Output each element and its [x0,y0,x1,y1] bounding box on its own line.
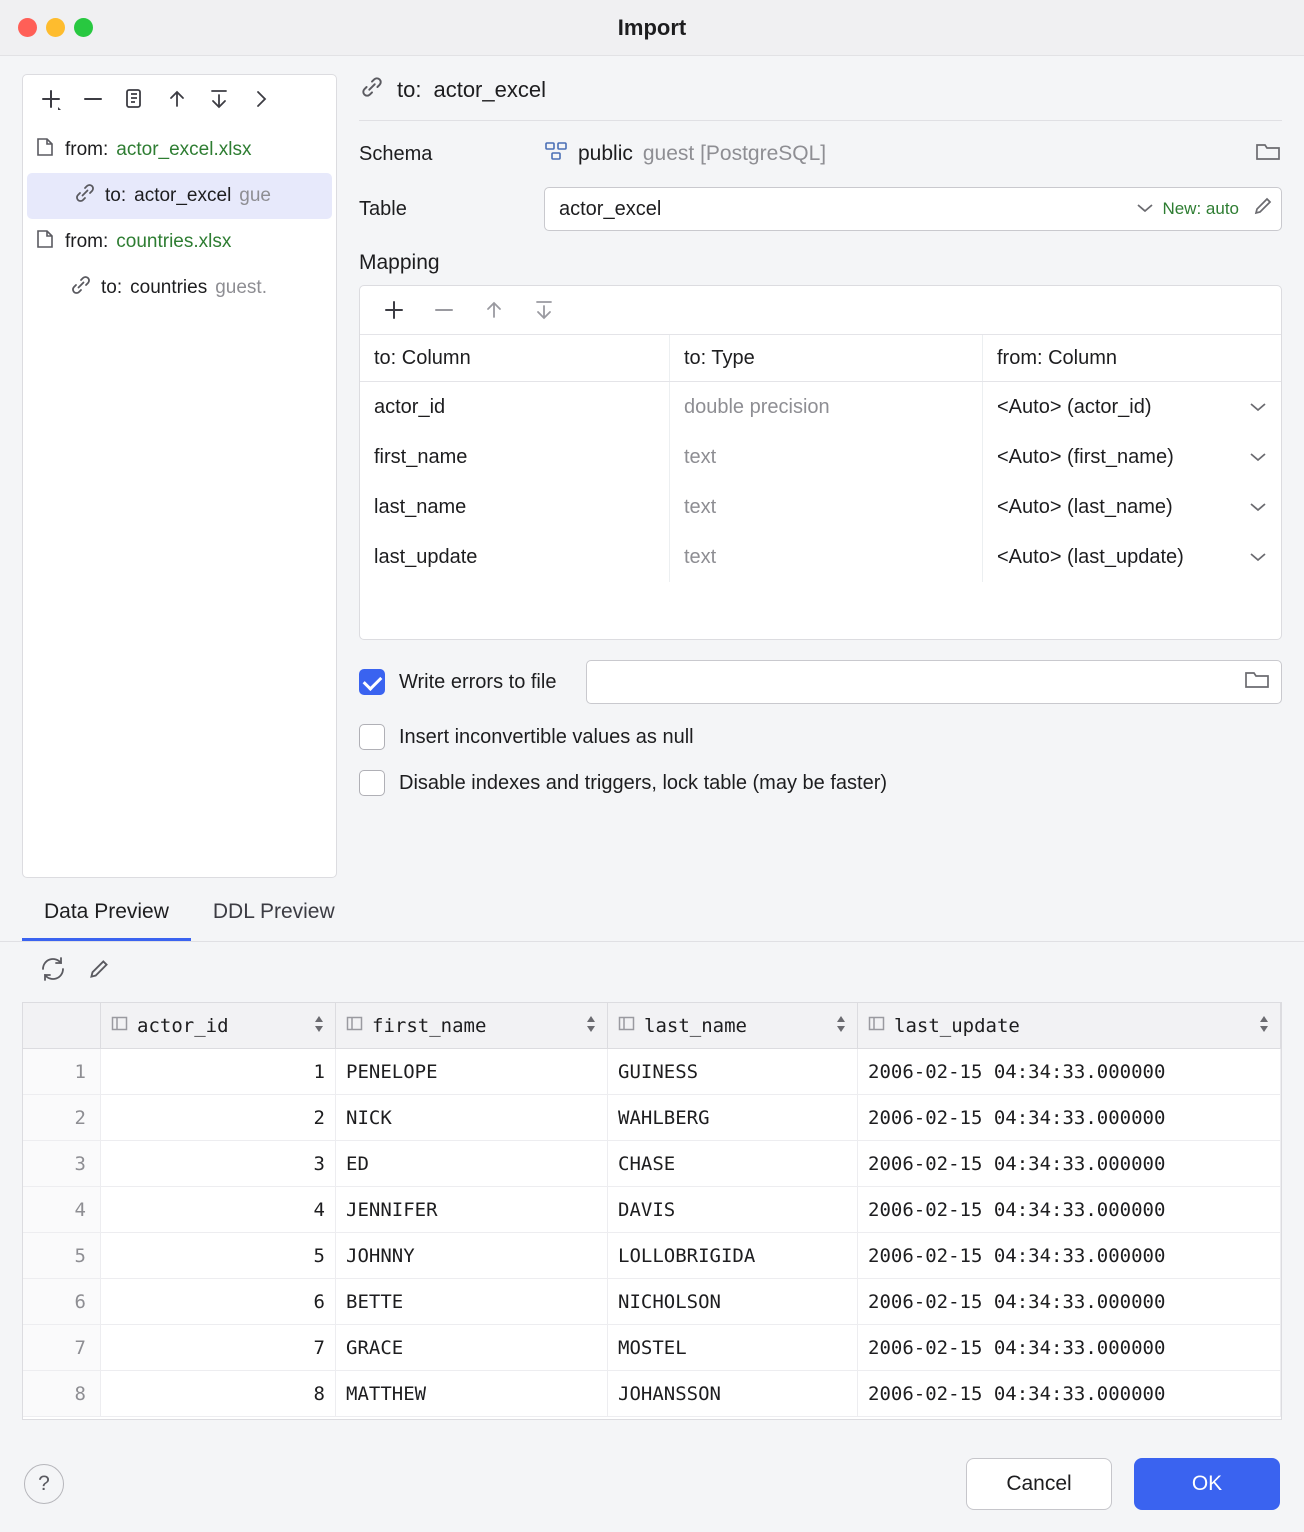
column-header-last-name[interactable] [608,1003,858,1048]
table-row[interactable] [23,1141,1281,1187]
write-errors-row [359,660,1282,704]
cell-last-update[interactable]: 2006-02-15 04:34:33.000000 [858,1095,1281,1140]
tree-item-name: actor_excel.xlsx [116,139,252,160]
chevron-down-icon[interactable] [1136,201,1154,217]
table-row[interactable] [23,1049,1281,1095]
mapping-header-row [360,334,1281,382]
tree-item-suffix: gue [239,185,271,206]
mapping-to-column: actor_id [360,382,670,432]
chevron-down-icon[interactable] [1249,396,1281,419]
table-row[interactable] [23,1371,1281,1417]
browse-schema-icon[interactable] [1254,139,1282,169]
column-type-icon [868,1015,885,1037]
tree-item-prefix: from: [65,231,109,252]
move-up-icon[interactable] [157,81,197,117]
column-header-last-update[interactable] [858,1003,1281,1048]
column-header-first-name[interactable] [336,1003,608,1048]
mapping-to-column: last_name [360,482,670,532]
write-errors-checkbox[interactable] [359,669,385,695]
browse-error-file-icon[interactable] [1243,667,1271,697]
close-window-button[interactable] [18,18,37,37]
mapping-from-column[interactable] [983,432,1281,482]
sort-icon[interactable] [835,1015,847,1037]
cell-first-name[interactable]: PENELOPE [336,1049,608,1094]
cell-last-update[interactable]: 2006-02-15 04:34:33.000000 [858,1279,1281,1324]
schema-connection: guest [PostgreSQL] [642,142,827,165]
row-number: 8 [23,1371,101,1416]
mapping-to-type[interactable]: text [670,432,983,482]
mapping-to-type[interactable]: text [670,482,983,532]
mapping-to-type[interactable]: text [670,532,983,582]
cell-last-update[interactable]: 2006-02-15 04:34:33.000000 [858,1049,1281,1094]
row-number: 7 [23,1325,101,1370]
cell-last-name[interactable]: GUINESS [608,1049,858,1094]
grid-header-row [23,1003,1281,1049]
edit-icon[interactable] [1247,194,1275,224]
sort-icon[interactable] [1258,1015,1270,1037]
mapping-to-column: last_update [360,532,670,582]
table-row[interactable] [23,1279,1281,1325]
cell-last-update[interactable]: 2006-02-15 04:34:33.000000 [858,1325,1281,1370]
tree-item-to-countries[interactable] [23,265,336,311]
cell-actor-id[interactable]: 1 [101,1049,336,1094]
mapping-row[interactable] [360,482,1281,532]
target-header-value: actor_excel [433,77,546,102]
window-title: Import [617,14,687,40]
schema-icon [544,140,568,168]
link-icon [359,74,385,106]
row-number-header [23,1003,101,1048]
schema-name: public [578,142,633,165]
cell-first-name[interactable]: NICK [336,1095,608,1140]
cell-actor-id[interactable]: 8 [101,1371,336,1416]
disable-indexes-row [359,770,1282,796]
tree-item-prefix: to: [101,277,123,298]
tree-item-from-countries[interactable] [23,219,336,265]
insert-null-label: Insert inconvertible values as null [399,725,694,748]
mapping-header-from-column: from: Column [997,346,1118,369]
table-label: Table [359,197,407,220]
target-header-label: to: [397,77,422,102]
insert-null-row [359,724,1282,750]
cell-first-name[interactable]: BETTE [336,1279,608,1324]
table-row[interactable] [23,1095,1281,1141]
main-content [0,56,1304,878]
target-settings-panel [337,74,1282,878]
row-number: 5 [23,1233,101,1278]
cell-last-name[interactable]: DAVIS [608,1187,858,1232]
schema-value-group[interactable] [544,140,1254,168]
mapping-header-to-column: to: Column [360,335,670,381]
cancel-button[interactable]: Cancel [966,1458,1112,1510]
mapping-row[interactable] [360,432,1281,482]
dialog-footer [0,1436,1304,1532]
maximize-window-button[interactable] [74,18,93,37]
table-row[interactable] [23,1233,1281,1279]
tree-item-from-actor-excel[interactable] [23,127,336,173]
cell-actor-id[interactable]: 3 [101,1141,336,1186]
cell-last-update[interactable]: 2006-02-15 04:34:33.000000 [858,1233,1281,1278]
tree-item-to-actor-excel[interactable] [27,173,332,219]
cell-last-name[interactable]: MOSTEL [608,1325,858,1370]
mapping-to-type[interactable]: double precision [670,382,983,432]
tree-toolbar [23,75,336,123]
cell-last-name[interactable]: WAHLBERG [608,1095,858,1140]
column-header-actor-id[interactable] [101,1003,336,1048]
table-row[interactable] [23,1187,1281,1233]
tab-ddl-preview[interactable]: DDL Preview [212,900,335,923]
error-file-input[interactable] [586,660,1282,704]
move-up-mapping-icon[interactable] [474,292,514,328]
ok-button[interactable]: OK [1134,1458,1280,1510]
edit-icon[interactable] [86,956,112,988]
chevron-down-icon[interactable] [1249,446,1281,469]
table-row [359,187,1282,231]
mapping-from-column-value: <Auto> (first_name) [997,445,1174,468]
table-row[interactable] [23,1325,1281,1371]
cell-first-name[interactable]: ED [336,1141,608,1186]
tree-item-prefix: from: [65,139,109,160]
mapping-from-column[interactable] [983,482,1281,532]
help-button[interactable]: ? [24,1464,64,1504]
footer-buttons [966,1458,1280,1510]
mapping-row[interactable] [360,382,1281,432]
cell-last-name[interactable]: CHASE [608,1141,858,1186]
chevron-down-icon[interactable] [1249,546,1281,569]
tab-data-preview[interactable]: Data Preview [22,888,191,941]
column-header-label: last_name [644,1014,747,1037]
link-icon [69,273,93,303]
file-source-icon [33,227,57,257]
cell-actor-id[interactable]: 2 [101,1095,336,1140]
mapping-row[interactable] [360,532,1281,582]
minimize-window-button[interactable] [46,18,65,37]
row-number: 6 [23,1279,101,1324]
mapping-label: Mapping [359,251,440,274]
file-source-icon [33,135,57,165]
chevron-down-icon[interactable] [1249,496,1281,519]
cell-first-name[interactable]: JENNIFER [336,1187,608,1232]
column-header-label: first_name [372,1014,487,1037]
schema-label: Schema [359,142,433,165]
cell-first-name[interactable]: JOHNNY [336,1233,608,1278]
window-controls[interactable] [18,18,93,37]
preview-toolbar [0,942,1304,1002]
tree-item-name: countries [130,277,208,298]
table-name-value: actor_excel [559,197,662,220]
column-type-icon [618,1015,635,1037]
mapping-table [359,285,1282,640]
tree-item-prefix: to: [105,185,127,206]
mapping-to-column: first_name [360,432,670,482]
remove-mapping-icon[interactable] [424,292,464,328]
cell-first-name[interactable]: MATTHEW [336,1371,608,1416]
source-tree-panel [22,74,337,878]
sort-icon[interactable] [313,1015,325,1037]
refresh-icon[interactable] [38,956,68,988]
copy-icon[interactable] [115,81,155,117]
mapping-from-column-value: <Auto> (actor_id) [997,395,1152,418]
disable-indexes-label: Disable indexes and triggers, lock table (may be faster) [399,771,888,794]
add-mapping-icon[interactable] [374,292,414,328]
column-type-icon [111,1015,128,1037]
row-number: 2 [23,1095,101,1140]
mapping-from-column[interactable] [983,382,1281,432]
table-name-input[interactable] [544,187,1282,231]
move-down-icon[interactable] [199,81,239,117]
cell-actor-id[interactable]: 5 [101,1233,336,1278]
mapping-from-column-value: <Auto> (last_name) [997,495,1173,518]
data-preview-grid[interactable] [22,1002,1282,1420]
expand-icon[interactable] [241,81,281,117]
cell-actor-id[interactable]: 6 [101,1279,336,1324]
row-number: 4 [23,1187,101,1232]
cell-actor-id[interactable]: 4 [101,1187,336,1232]
sort-icon[interactable] [585,1015,597,1037]
mapping-header-to-type: to: Type [670,335,983,381]
row-number: 1 [23,1049,101,1094]
schema-row [359,139,1282,169]
disable-indexes-checkbox[interactable] [359,770,385,796]
cell-last-name[interactable]: NICHOLSON [608,1279,858,1324]
cell-last-update[interactable]: 2006-02-15 04:34:33.000000 [858,1371,1281,1416]
column-header-label: actor_id [137,1014,229,1037]
insert-null-checkbox[interactable] [359,724,385,750]
tree-item-suffix: guest. [215,277,267,298]
table-new-badge: New: auto [1162,199,1239,218]
mapping-toolbar [360,286,1281,334]
cell-first-name[interactable]: GRACE [336,1325,608,1370]
cell-last-name[interactable]: JOHANSSON [608,1371,858,1416]
cell-last-update[interactable]: 2006-02-15 04:34:33.000000 [858,1141,1281,1186]
cell-last-name[interactable]: LOLLOBRIGIDA [608,1233,858,1278]
row-number: 3 [23,1141,101,1186]
tree-item-name: actor_excel [134,185,232,206]
mapping-from-column[interactable] [983,532,1281,582]
add-icon[interactable] [31,81,71,117]
move-down-mapping-icon[interactable] [524,292,564,328]
preview-tabs [0,888,1304,942]
target-header [359,74,1282,121]
write-errors-label: Write errors to file [399,670,557,693]
window-titlebar [0,0,1304,56]
mapping-from-column-value: <Auto> (last_update) [997,545,1184,568]
source-tree-list [23,123,336,311]
column-header-label: last_update [894,1014,1020,1037]
remove-icon[interactable] [73,81,113,117]
cell-actor-id[interactable]: 7 [101,1325,336,1370]
column-type-icon [346,1015,363,1037]
link-icon [73,181,97,211]
cell-last-update[interactable]: 2006-02-15 04:34:33.000000 [858,1187,1281,1232]
tree-item-name: countries.xlsx [116,231,232,252]
